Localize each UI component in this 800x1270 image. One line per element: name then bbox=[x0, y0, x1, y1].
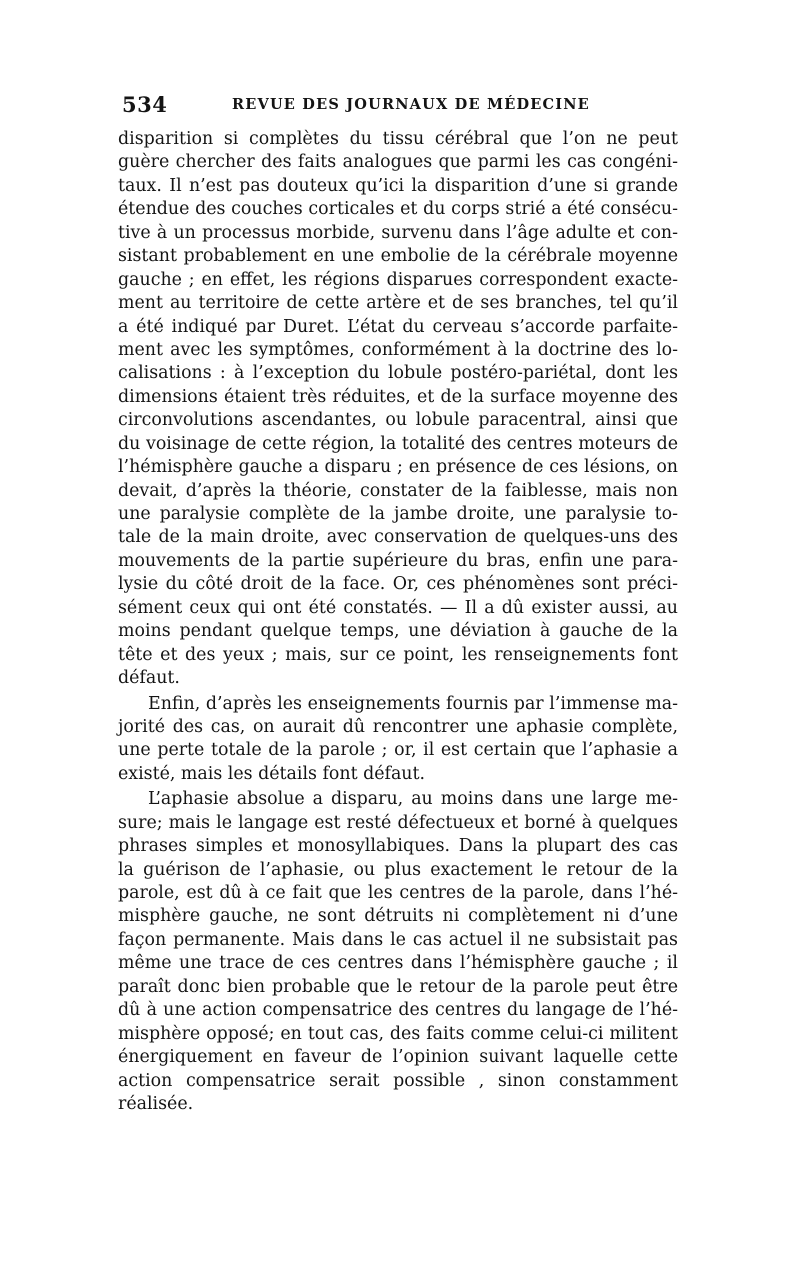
text-line: défaut. bbox=[118, 668, 180, 689]
text-line: moins pendant quelque temps, une déviation à gauche de la bbox=[118, 621, 678, 642]
text-line: tale de la main droite, avec conservation de quelques-uns des bbox=[118, 527, 678, 548]
text-line: du voisinage de cette région, la totalité des centres moteurs de bbox=[118, 433, 678, 454]
text-line: action compensatrice serait possible , sinon constamment bbox=[118, 1070, 678, 1091]
text-line: disparition si complètes du tissu cérébral que l’on ne peut bbox=[118, 129, 678, 149]
running-title: REVUE DES JOURNAUX DE MÉDECINE bbox=[232, 96, 590, 113]
text-line: sément ceux qui ont été constatés. — Il a dû exister aussi, au bbox=[118, 597, 678, 618]
text-line: même une trace de ces centres dans l’hémisphère gauche ; il bbox=[118, 953, 678, 974]
text-line: Enfin, d’après les enseignements fournis par l’immense ma- bbox=[148, 693, 678, 714]
text-line: misphère gauche, ne sont détruits ni complètement ni d’une bbox=[118, 906, 678, 927]
text-line: parole, est dû à ce fait que les centres de la parole, dans l’hé- bbox=[118, 883, 678, 903]
text-line: calisations : à l’exception du lobule postéro-pariétal, dont les bbox=[118, 363, 678, 384]
text-line: mouvements de la partie supérieure du bras, enfin une para- bbox=[118, 550, 678, 571]
body-text bbox=[118, 128, 678, 1116]
paragraph bbox=[118, 788, 678, 1116]
text-line: existé, mais les détails font défaut. bbox=[118, 763, 426, 784]
text-line: taux. Il n’est pas douteux qu’ici la disparition d’une si grande bbox=[118, 175, 678, 196]
text-line: tive à un processus morbide, survenu dans l’âge adulte et con- bbox=[118, 222, 678, 243]
text-line: une paralysie complète de la jambe droite, une paralysie to- bbox=[118, 504, 678, 524]
text-line: guère chercher des faits analogues que parmi les cas congéni- bbox=[118, 152, 678, 173]
text-line: l’hémisphère gauche a disparu ; en présence de ces lésions, on bbox=[118, 457, 678, 478]
paragraph bbox=[118, 128, 678, 691]
text-line: L’aphasie absolue a disparu, au moins dans une large me- bbox=[148, 789, 678, 810]
text-line: dû à une action compensatrice des centres du langage de l’hé- bbox=[118, 1000, 678, 1021]
page-header bbox=[118, 90, 678, 120]
text-line: énergiquement en faveur de l’opinion suivant laquelle cette bbox=[118, 1047, 678, 1068]
text-line: paraît donc bien probable que le retour de la parole peut être bbox=[118, 976, 678, 997]
text-line: gauche ; en effet, les régions disparues correspondent exacte- bbox=[118, 269, 678, 290]
text-line: tête et des yeux ; mais, sur ce point, les renseignements font bbox=[118, 644, 678, 665]
text-line: circonvolutions ascendantes, ou lobule paracentral, ainsi que bbox=[118, 410, 678, 431]
text-line: misphère opposé; en tout cas, des faits comme celui-ci militent bbox=[118, 1023, 678, 1044]
text-line: sure; mais le langage est resté défectueux et borné à quelques bbox=[118, 812, 678, 833]
text-line: lysie du côté droit de la face. Or, ces phénomènes sont préci- bbox=[118, 574, 678, 595]
text-line: devait, d’après la théorie, constater de la faiblesse, mais non bbox=[118, 480, 678, 501]
text-line: a été indiqué par Duret. L’état du cerveau s’accorde parfaite- bbox=[118, 316, 678, 337]
text-line: dimensions étaient très réduites, et de la surface moyenne des bbox=[118, 386, 678, 407]
text-line: façon permanente. Mais dans le cas actuel il ne subsistait pas bbox=[118, 929, 678, 950]
text-line: la guérison de l’aphasie, ou plus exactement le retour de la bbox=[118, 859, 678, 880]
paragraph bbox=[118, 693, 678, 787]
text-line: étendue des couches corticales et du corps strié a été consécu- bbox=[118, 199, 678, 220]
text-line: une perte totale de la parole ; or, il est certain que l’aphasie a bbox=[118, 740, 678, 761]
text-line: ment avec les symptômes, conformément à la doctrine des lo- bbox=[118, 339, 678, 360]
page-number: 534 bbox=[122, 92, 168, 117]
text-line: jorité des cas, on aurait dû rencontrer une aphasie complète, bbox=[118, 716, 678, 737]
text-line: réalisée. bbox=[118, 1093, 194, 1114]
text-line: ment au territoire de cette artère et de ses branches, tel qu’il bbox=[118, 293, 678, 314]
text-line: phrases simples et monosyllabiques. Dans la plupart des cas bbox=[118, 836, 678, 857]
text-line: sistant probablement en une embolie de la cérébrale moyenne bbox=[118, 246, 678, 267]
